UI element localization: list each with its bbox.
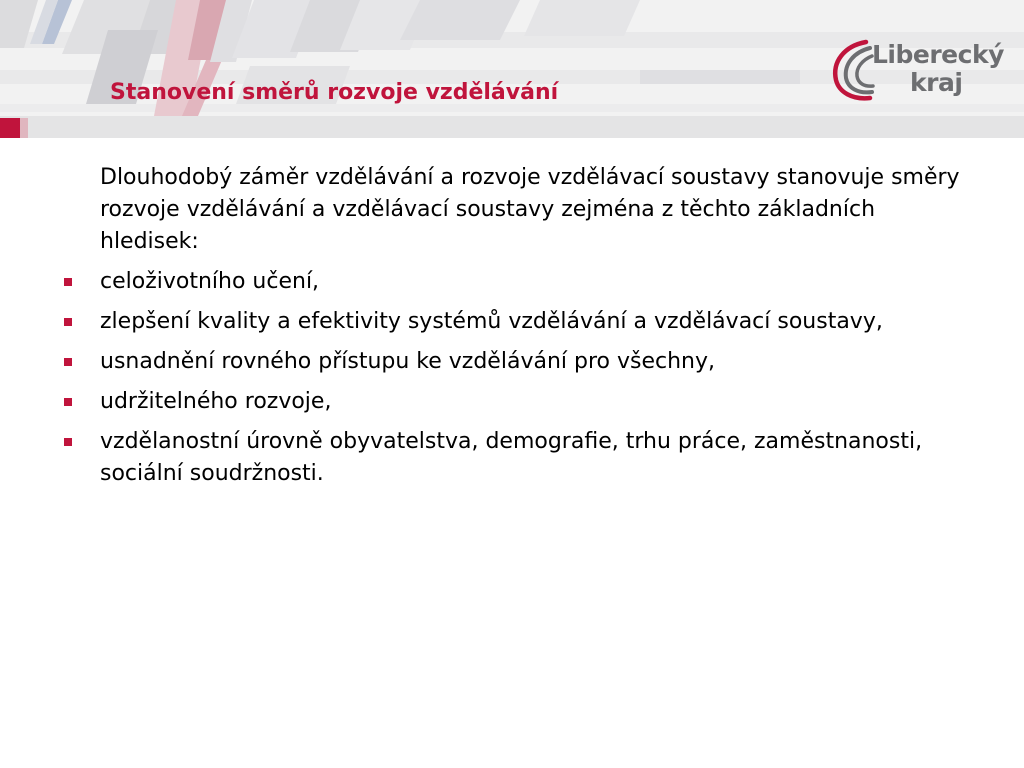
square-bullet-icon — [64, 438, 72, 446]
intro-paragraph: Dlouhodobý záměr vzdělávání a rozvoje vzdělávací soustavy stanovuje směry rozvoje vzdělávání a vzdělávací soustavy zejména z těchto základních hledisek: — [100, 165, 960, 254]
list-item-text: celoživotního učení, — [100, 269, 320, 294]
list-item — [60, 426, 980, 490]
liberecky-kraj-logo — [826, 38, 1004, 102]
slide-title: Stanovení směrů rozvoje vzdělávání — [110, 80, 559, 105]
list-item — [60, 306, 980, 338]
list-item-text: usnadnění rovného přístupu ke vzdělávání pro všechny, — [100, 349, 715, 374]
square-bullet-icon — [64, 278, 72, 286]
list-item-text: zlepšení kvality a efektivity systémů vzdělávání a vzdělávací soustavy, — [100, 309, 883, 334]
logo-text-kraj: kraj — [910, 68, 963, 97]
list-item-text: vzdělanostní úrovně obyvatelstva, demografie, trhu práce, zaměstnanosti, sociální soudržnosti. — [100, 429, 923, 486]
logo-mark-icon — [826, 38, 876, 102]
list-item — [60, 386, 980, 418]
list-item — [60, 346, 980, 378]
square-bullet-icon — [64, 358, 72, 366]
bullet-list — [60, 266, 980, 490]
list-item-text: udržitelného rozvoje, — [100, 389, 332, 414]
logo-text-liberecky: Liberecký — [872, 40, 1004, 69]
list-item — [60, 266, 980, 298]
square-bullet-icon — [64, 318, 72, 326]
square-bullet-icon — [64, 398, 72, 406]
slide-content — [60, 162, 980, 498]
